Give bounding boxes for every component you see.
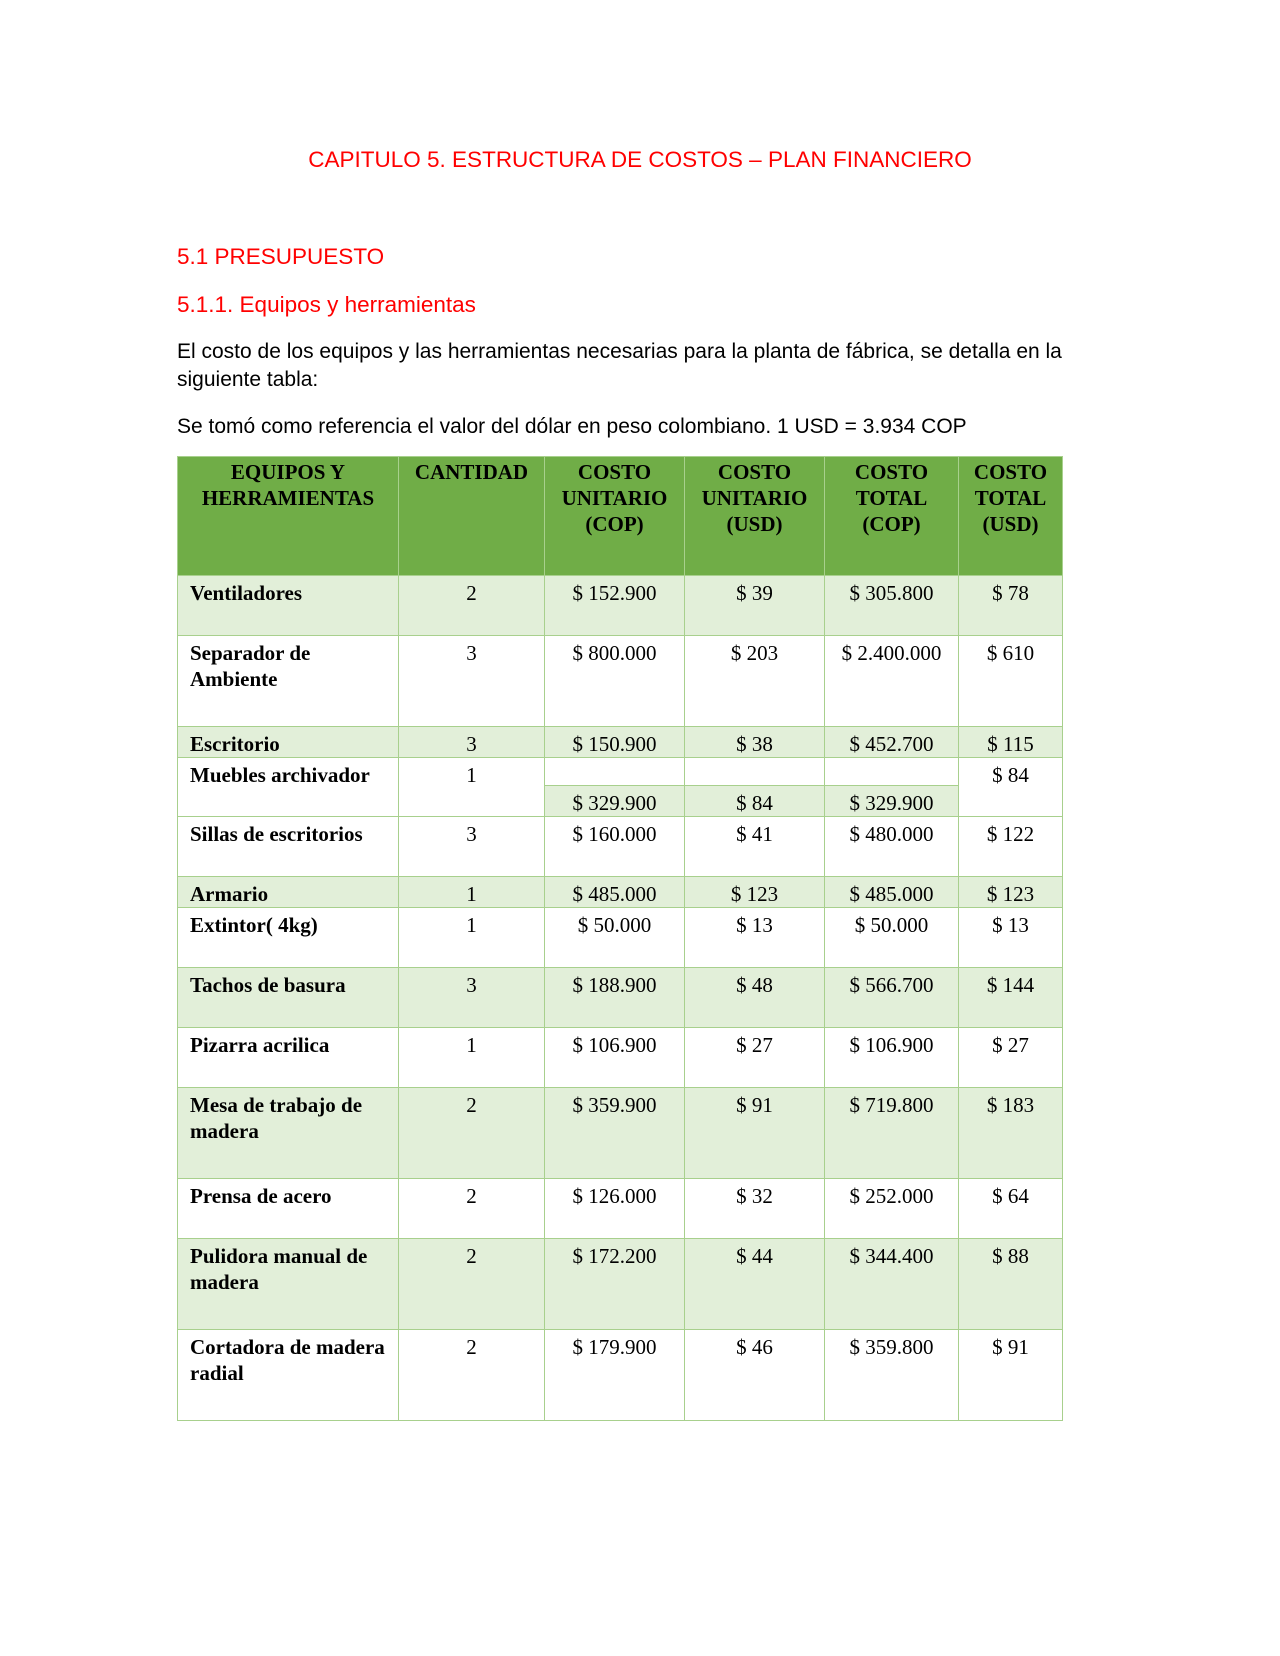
cell-total-cop: $ 719.800 xyxy=(825,1088,959,1179)
cell-empty xyxy=(685,758,825,786)
cell-unit-usd: $ 38 xyxy=(685,727,825,758)
cell-total-usd: $ 122 xyxy=(959,817,1063,877)
cell-qty: 1 xyxy=(399,908,545,968)
cell-qty: 3 xyxy=(399,636,545,727)
exchange-rate-note: Se tomó como referencia el valor del dólar en peso colombiano. 1 USD = 3.934 COP xyxy=(177,415,967,438)
table-row xyxy=(178,968,1063,1028)
cell-total-usd: $ 183 xyxy=(959,1088,1063,1179)
cell-total-usd: $ 78 xyxy=(959,576,1063,636)
table-row xyxy=(178,1330,1063,1421)
cell-empty xyxy=(825,758,959,786)
cell-item: Armario xyxy=(178,877,399,908)
cell-total-cop: $ 252.000 xyxy=(825,1179,959,1239)
cell-item: Cortadora de madera radial xyxy=(178,1330,399,1421)
cell-total-cop: $ 2.400.000 xyxy=(825,636,959,727)
cell-item: Pizarra acrilica xyxy=(178,1028,399,1088)
table-row xyxy=(178,1088,1063,1179)
table-row xyxy=(178,758,1063,786)
cell-qty: 2 xyxy=(399,1239,545,1330)
cell-total-cop: $ 50.000 xyxy=(825,908,959,968)
cell-total-usd: $ 144 xyxy=(959,968,1063,1028)
cell-qty: 2 xyxy=(399,1179,545,1239)
cell-total-cop: $ 344.400 xyxy=(825,1239,959,1330)
cell-unit-usd: $ 27 xyxy=(685,1028,825,1088)
cell-total-usd: $ 13 xyxy=(959,908,1063,968)
cell-unit-usd: $ 91 xyxy=(685,1088,825,1179)
cell-item: Separador de Ambiente xyxy=(178,636,399,727)
table-row xyxy=(178,908,1063,968)
cell-total-cop: $ 566.700 xyxy=(825,968,959,1028)
equipment-cost-table xyxy=(177,456,1063,1421)
cell-unit-cop: $ 160.000 xyxy=(545,817,685,877)
cell-qty: 2 xyxy=(399,576,545,636)
cell-empty xyxy=(545,758,685,786)
table-row xyxy=(178,727,1063,758)
cell-unit-cop: $ 329.900 xyxy=(545,786,685,817)
cell-total-usd: $ 610 xyxy=(959,636,1063,727)
cell-total-cop: $ 452.700 xyxy=(825,727,959,758)
cell-unit-cop: $ 106.900 xyxy=(545,1028,685,1088)
cell-qty: 3 xyxy=(399,727,545,758)
subsection-title: 5.1.1. Equipos y herramientas xyxy=(177,292,476,317)
cell-unit-cop: $ 126.000 xyxy=(545,1179,685,1239)
table-header-row xyxy=(178,457,1063,576)
cell-unit-cop: $ 359.900 xyxy=(545,1088,685,1179)
cell-unit-usd: $ 13 xyxy=(685,908,825,968)
cell-unit-cop: $ 800.000 xyxy=(545,636,685,727)
table-row xyxy=(178,576,1063,636)
cell-unit-usd: $ 32 xyxy=(685,1179,825,1239)
cell-total-usd: $ 91 xyxy=(959,1330,1063,1421)
cell-total-cop: $ 480.000 xyxy=(825,817,959,877)
table-row xyxy=(178,1239,1063,1330)
cell-qty: 1 xyxy=(399,758,545,817)
cell-item: Extintor( 4kg) xyxy=(178,908,399,968)
table-row xyxy=(178,817,1063,877)
cell-qty: 3 xyxy=(399,817,545,877)
cell-unit-usd: $ 203 xyxy=(685,636,825,727)
cell-unit-cop: $ 50.000 xyxy=(545,908,685,968)
header-total-cop: COSTO TOTAL (COP) xyxy=(825,457,959,576)
cell-unit-usd: $ 46 xyxy=(685,1330,825,1421)
cell-total-cop: $ 485.000 xyxy=(825,877,959,908)
cell-unit-usd: $ 39 xyxy=(685,576,825,636)
cell-total-cop: $ 106.900 xyxy=(825,1028,959,1088)
cell-unit-cop: $ 188.900 xyxy=(545,968,685,1028)
cell-item: Mesa de trabajo de madera xyxy=(178,1088,399,1179)
cell-item: Sillas de escritorios xyxy=(178,817,399,877)
cell-unit-cop: $ 485.000 xyxy=(545,877,685,908)
table-row xyxy=(178,877,1063,908)
cell-unit-usd: $ 123 xyxy=(685,877,825,908)
cell-unit-usd: $ 48 xyxy=(685,968,825,1028)
cell-total-cop: $ 359.800 xyxy=(825,1330,959,1421)
cell-total-cop: $ 305.800 xyxy=(825,576,959,636)
intro-paragraph: El costo de los equipos y las herramientas necesarias para la planta de fábrica, se detalla en la siguiente tabla: xyxy=(177,340,1062,391)
cell-unit-cop: $ 150.900 xyxy=(545,727,685,758)
cell-total-usd: $ 84 xyxy=(959,758,1063,817)
header-total-usd: COSTO TOTAL (USD) xyxy=(959,457,1063,576)
cell-qty: 1 xyxy=(399,1028,545,1088)
cell-item: Escritorio xyxy=(178,727,399,758)
cell-unit-usd: $ 41 xyxy=(685,817,825,877)
cell-unit-usd: $ 84 xyxy=(685,786,825,817)
cell-total-usd: $ 115 xyxy=(959,727,1063,758)
cell-total-usd: $ 123 xyxy=(959,877,1063,908)
cell-total-usd: $ 88 xyxy=(959,1239,1063,1330)
header-unit-cop: COSTO UNITARIO (COP) xyxy=(545,457,685,576)
table-row xyxy=(178,1028,1063,1088)
cell-item: Muebles archivador xyxy=(178,758,399,817)
cell-item: Prensa de acero xyxy=(178,1179,399,1239)
cell-unit-usd: $ 44 xyxy=(685,1239,825,1330)
cell-qty: 2 xyxy=(399,1330,545,1421)
cell-unit-cop: $ 179.900 xyxy=(545,1330,685,1421)
header-qty: CANTIDAD xyxy=(399,457,545,576)
cell-qty: 2 xyxy=(399,1088,545,1179)
cell-total-usd: $ 64 xyxy=(959,1179,1063,1239)
cell-unit-cop: $ 172.200 xyxy=(545,1239,685,1330)
cell-item: Pulidora manual de madera xyxy=(178,1239,399,1330)
cell-qty: 3 xyxy=(399,968,545,1028)
cell-item: Tachos de basura xyxy=(178,968,399,1028)
cell-total-usd: $ 27 xyxy=(959,1028,1063,1088)
header-item: EQUIPOS Y HERRAMIENTAS xyxy=(178,457,399,576)
table-row xyxy=(178,1179,1063,1239)
header-unit-usd: COSTO UNITARIO (USD) xyxy=(685,457,825,576)
cell-total-cop: $ 329.900 xyxy=(825,786,959,817)
cell-unit-cop: $ 152.900 xyxy=(545,576,685,636)
chapter-title: CAPITULO 5. ESTRUCTURA DE COSTOS – PLAN FINANCIERO xyxy=(308,147,972,172)
cell-qty: 1 xyxy=(399,877,545,908)
section-title: 5.1 PRESUPUESTO xyxy=(177,244,385,269)
cell-item: Ventiladores xyxy=(178,576,399,636)
table-row xyxy=(178,636,1063,727)
